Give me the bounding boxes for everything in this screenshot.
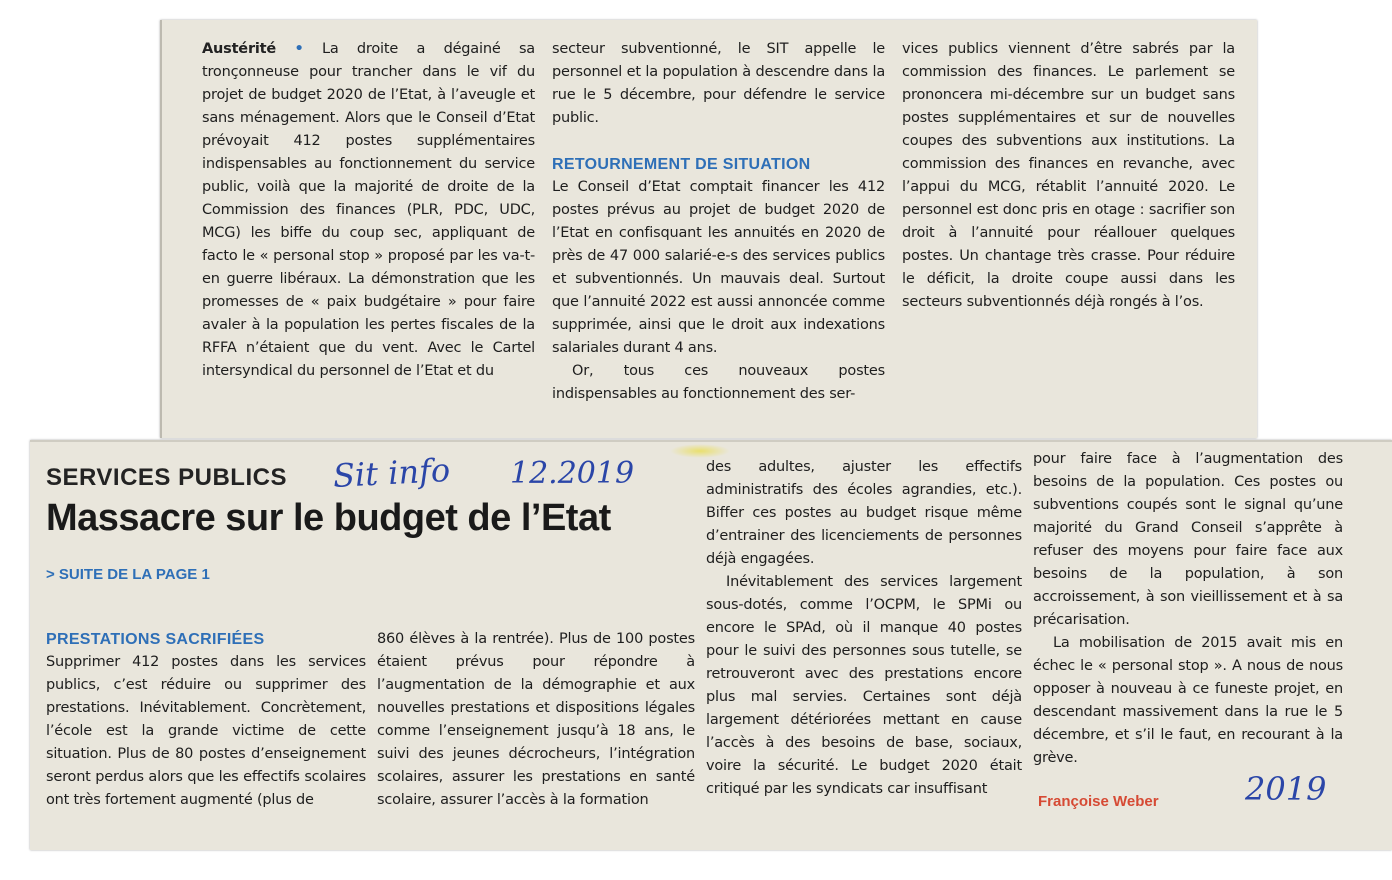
author-byline: Françoise Weber	[1038, 793, 1159, 810]
subhead-retournement: RETOURNEMENT DE SITUATION	[552, 156, 811, 173]
kicker-bullet-icon: •	[294, 41, 304, 57]
bottom-column-4	[1033, 448, 1343, 770]
top-column-2-text: secteur subventionné, le SIT appelle le personnel et la population à descendre dans la rue le 5 décembre, pour défendre le service public.	[552, 41, 885, 126]
top-column-1	[202, 38, 535, 383]
top-column-1-text: La droite a dégainé sa tronçonneuse pour trancher dans le vif du projet de budget 2020 de l’Etat, à l’aveugle et sans ménagement. Alors que le Conseil d’Etat prévoyait 412 postes supplémentaires indispensables au fonctionnement du service public, voilà que la majorité de droite de la Commission des finances (PLR, PDC, UDC, MCG) les biffe du coup sec, appliquant de facto le « personal stop » proposé par les va-t-en guerre libéraux. La démonstration que les promesses de « paix budgétaire » pour faire avaler à la population les pertes fiscales de la RFFA n’étaient que du vent. Avec le Cartel intersyndical du personnel de l’Etat et du	[202, 41, 535, 379]
top-column-3-text: vices publics viennent d’être sabrés par la commission des finances. Le parlement se prononcera mi-décembre sur un budget sans postes supplémentaires et sur de nouvelles coupes des subventions aux institutions. La commission des finances en revanche, avec l’appui du MCG, rétablit l’annuité 2020. Le personnel est donc pris en otage : sacrifier son droit à l’annuité pour réallouer quelques postes. Un chantage très crasse. Pour réduire le déficit, la droite coupe aussi dans les secteurs subventionnés déjà rongés à l’os.	[902, 41, 1235, 310]
bottom-column-1	[46, 628, 366, 812]
continuation-link: > SUITE DE LA PAGE 1	[46, 566, 210, 583]
handwritten-source: Sit info	[332, 450, 452, 496]
bottom-column-1-text: Supprimer 412 postes dans les services publics, c’est réduire ou supprimer des prestations. Inévitablement. Concrètement, l’école est la grande victime de cette situation. Plus de 80 postes d’enseignement seront perdus alors que les effectifs scolaires ont très fortement augmenté (plus de	[46, 654, 366, 808]
bottom-column-3-text: des adultes, ajuster les effectifs administratifs des écoles agrandies, etc.). Biffer ces postes au budget risque même d’entrainer des licenciements de personnes déjà engagées.	[706, 459, 1022, 567]
top-column-2-paragraph: Le Conseil d’Etat comptait financer les 412 postes prévus au projet de budget 2020 de l’Etat en confisquant les annuités en 2020 de près de 47 000 salarié-e-s des services publics et subventionnés. Un mauvais deal. Surtout que l’annuité 2022 est aussi annoncée comme supprimée, ainsi que le droit aux indexations salariales durant 4 ans.	[552, 179, 885, 356]
section-label: SERVICES PUBLICS	[46, 464, 287, 491]
bottom-column-4-text: pour faire face à l’augmentation des besoins de la population. Ces postes ou subventions coupés sont le signal qu’une majorité du Grand Conseil s’apprête à refuser des moyens pour faire face aux besoins de la population, à son accroissement, à son vieillissement et à sa précarisation.	[1033, 451, 1343, 628]
bottom-column-3-paragraph-2: Inévitablement des services largement sous-dotés, comme l’OCPM, le SPMi ou encore le SPAd, où il manque 40 postes pour le suivi des personnes sous tutelle, se retrouveront avec des prestations encore plus mal servies. Certaines sont déjà largement détériorées mettant en cause l’accès à des besoins de base, sociaux, voire la sécurité. Le budget 2020 était critiqué par les syndicats car insuffisant	[706, 574, 1022, 797]
bottom-column-3	[706, 456, 1022, 801]
article-kicker: Austérité	[202, 41, 277, 57]
top-column-2-paragraph-2: Or, tous ces nouveaux postes indispensables au fonctionnement des ser-	[552, 363, 885, 402]
top-column-2	[552, 38, 885, 406]
handwritten-year: 2019	[1245, 770, 1327, 808]
bottom-clipping	[30, 440, 1392, 850]
top-clipping	[160, 20, 1257, 438]
bottom-column-4-paragraph-2: La mobilisation de 2015 avait mis en échec le « personal stop ». A nous de nous opposer à nouveau à ce funeste projet, en descendant massivement dans la rue le 5 décembre, et s’il le faut, en recourant à la grève.	[1033, 635, 1343, 766]
top-column-3	[902, 38, 1235, 314]
bottom-column-2	[377, 628, 695, 812]
article-headline: Massacre sur le budget de l’Etat	[46, 497, 611, 539]
subhead-prestations: PRESTATIONS SACRIFIÉES	[46, 631, 265, 648]
bottom-column-2-text: 860 élèves à la rentrée). Plus de 100 postes étaient prévus pour répondre à l’augmentation de la démographie et aux nouvelles prestations et dispositions légales comme l’enseignement jusqu’à 18 ans, le suivi des jeunes décrocheurs, l’intégration scolaires, assurer les prestations en santé scolaire, assurer l’accès à la formation	[377, 631, 695, 808]
handwritten-date: 12.2019	[510, 456, 635, 491]
